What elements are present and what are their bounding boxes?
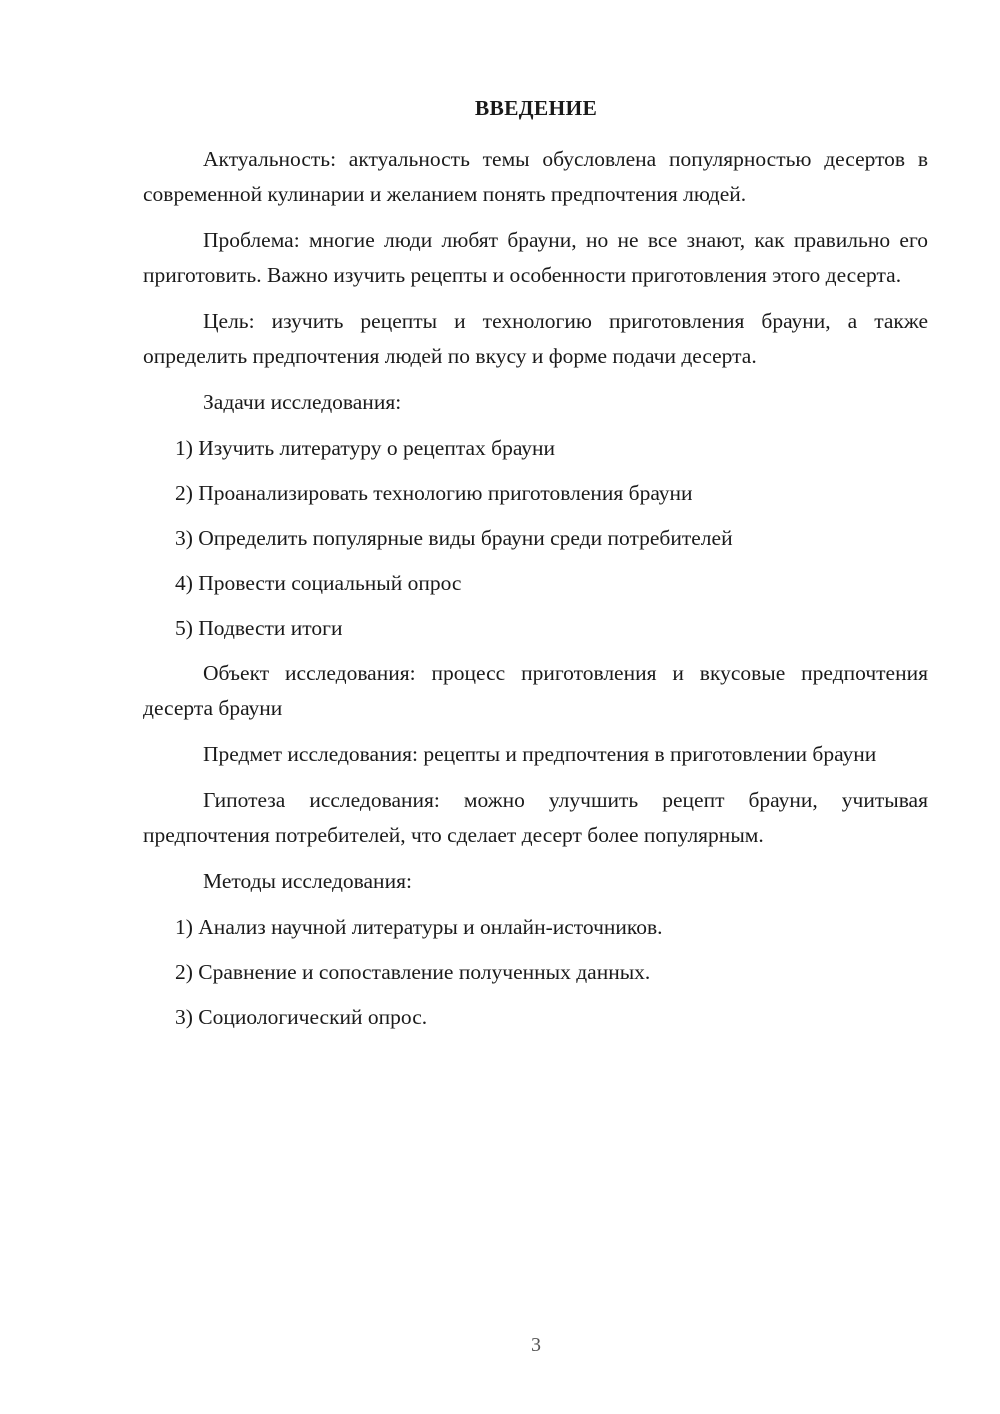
list-item: 3) Определить популярные виды брауни среди потребителей bbox=[175, 526, 733, 550]
methods-heading: Методы исследования: bbox=[203, 869, 412, 893]
methods-list bbox=[143, 910, 928, 1035]
list-item: 1) Изучить литературу о рецептах брауни bbox=[175, 436, 556, 460]
list-item: 3) Социологический опрос. bbox=[175, 1005, 428, 1029]
hypothesis-paragraph: Гипотеза исследования: можно улучшить рецепт брауни, учитывая предпочтения потребителей, что сделает десерт более популярным. bbox=[143, 788, 928, 847]
page-title: ВВЕДЕНИЕ bbox=[474, 96, 598, 120]
document-body bbox=[143, 142, 928, 1045]
goal-paragraph: Цель: изучить рецепты и технологию приготовления брауни, а также определить предпочтения людей по вкусу и форме подачи десерта. bbox=[143, 309, 928, 368]
object-paragraph: Объект исследования: процесс приготовления и вкусовые предпочтения десерта брауни bbox=[143, 661, 928, 720]
list-item: 2) Проанализировать технологию приготовления брауни bbox=[175, 481, 693, 505]
problem-paragraph: Проблема: многие люди любят брауни, но не все знают, как правильно его приготовить. Важно изучить рецепты и особенности приготовления этого десерта. bbox=[143, 228, 928, 287]
list-item: 4) Провести социальный опрос bbox=[175, 571, 462, 595]
list-item: 2) Сравнение и сопоставление полученных данных. bbox=[175, 960, 651, 984]
list-item: 1) Анализ научной литературы и онлайн-источников. bbox=[175, 915, 663, 939]
page-number: 3 bbox=[531, 1334, 541, 1356]
relevance-paragraph: Актуальность: актуальность темы обусловлена популярностью десертов в современной кулинарии и желанием понять предпочтения людей. bbox=[143, 147, 928, 206]
list-item: 5) Подвести итоги bbox=[175, 616, 343, 640]
tasks-heading: Задачи исследования: bbox=[203, 390, 402, 414]
tasks-list bbox=[143, 431, 928, 646]
subject-paragraph: Предмет исследования: рецепты и предпочтения в приготовлении брауни bbox=[203, 742, 877, 766]
